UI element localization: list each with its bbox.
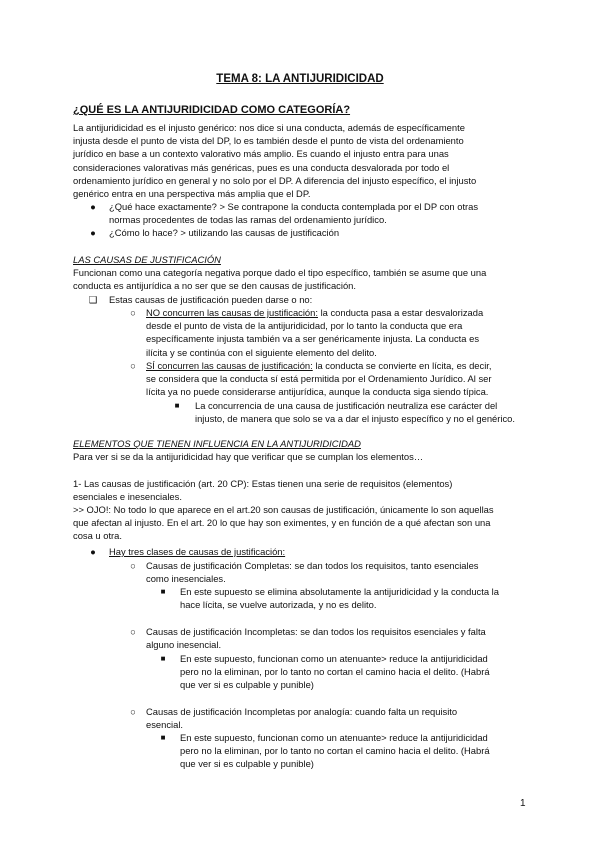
text-line: injusta desde el punto de vista del DP, lo es también desde el punto de vista del ordenamiento [73, 135, 464, 147]
text-line: pero no la eliminan, por lo tanto no cortan el camino hacia el delito. (Habrá [180, 666, 490, 678]
text-line: genérico entra en una perspectiva más amplia que el DP. [73, 188, 311, 200]
text-line: específicamente injusta también va a ser genéricamente injusta. La conducta es [146, 333, 480, 345]
text-line: Causas de justificación Incompletas por analogía: cuando falta un requisito [146, 706, 458, 717]
circle-bullet-icon: ○ [130, 560, 136, 571]
text-line: ordenamiento jurídico en general y no solo por el DP. A diferencia del injusto específico, el injusto [73, 174, 477, 186]
section-heading: ¿QUÉ ES LA ANTIJURIDICIDAD COMO CATEGORÍA? [73, 104, 351, 116]
list-item [195, 399, 530, 425]
text-line: ¿Cómo lo hace? > utilizando las causas de justificación [109, 227, 340, 238]
text-line: se considera que la conducta sí está permitida por el Ordenamiento Jurídico. Al ser [146, 373, 492, 385]
text-line: que afectan al injusto. En el art. 20 lo que hay son eximentes, y en función de a qué afectan son una [73, 517, 491, 529]
list-item [146, 359, 526, 399]
circle-bullet-icon: ○ [130, 360, 136, 371]
text-line: En este supuesto se elimina absolutamente la antijuridicidad y la conducta la [180, 586, 499, 597]
subsection-heading: ELEMENTOS QUE TIENEN INFLUENCIA EN LA ANTIJURIDICIDAD [73, 438, 361, 449]
text-line: ilícita y se continúa con el siguiente elemento del delito. [146, 346, 377, 358]
page-number: 1 [520, 798, 526, 809]
text-line: como inesenciales. [146, 573, 226, 585]
checkbox-item: Estas causas de justificación pueden darse o no: [109, 294, 313, 305]
text-line: hace lícita, se vuelve autorizada, y no es delito. [180, 599, 377, 611]
list-item [180, 585, 530, 611]
text-line: que ver si es culpable y punible) [180, 758, 314, 770]
ojo-paragraph [73, 503, 533, 543]
list-item [109, 226, 529, 239]
no-concurren-label: NO concurren las causas de justificación: [146, 307, 318, 318]
document-title: TEMA 8: LA ANTIJURIDICIDAD [216, 73, 384, 85]
text-line: jurídico en base a un contexto valorativo más amplio. Es cuando el injusto entra para unas [73, 148, 449, 160]
checkbox-icon: ❑ [88, 294, 98, 305]
clases-label: Hay tres clases de causas de justificación: [109, 546, 286, 557]
text-line: la conducta pasa a estar desvalorizada [317, 307, 484, 318]
point-1-paragraph [73, 477, 533, 503]
list-item [146, 625, 531, 651]
text-line: pero no la eliminan, por lo tanto no cortan el camino hacia el delito. (Habrá [180, 745, 490, 757]
list-item [146, 559, 531, 585]
text-line: Causas de justificación Completas: se dan todos los requisitos, tanto esenciales [146, 560, 479, 571]
list-item [180, 652, 530, 692]
text-line: 1- Las causas de justificación (art. 20 CP): Estas tienen una serie de requisitos (elementos) [73, 478, 453, 489]
elementos-intro: Para ver si se da la antijuridicidad hay que verificar que se cumplan los elementos… [73, 451, 424, 462]
text-line: esencial. [146, 719, 184, 731]
text-line: esenciales e inesenciales. [73, 491, 182, 503]
text-line: consideraciones valorativas más genéricas, pues es una conducta desvalorada por todo el [73, 161, 450, 173]
list-item [109, 200, 529, 226]
circle-bullet-icon: ○ [130, 626, 136, 637]
text-line: normas procedentes de todas las ramas del ordenamiento jurídico. [109, 214, 387, 226]
text-line: conducta es antijurídica a no ser que se den causas de justificación. [73, 280, 356, 292]
bullet-icon: ● [90, 227, 96, 238]
text-line: La concurrencia de una causa de justificación neutraliza ese carácter del [195, 400, 498, 411]
causas-paragraph [73, 266, 533, 292]
square-bullet-icon: ■ [160, 733, 166, 742]
text-line: ¿Qué hace exactamente? > Se contrapone la conducta contemplada por el DP con otras [109, 201, 479, 212]
list-item [146, 705, 531, 731]
intro-paragraph [73, 121, 533, 200]
text-line: En este supuesto, funcionan como un atenuante> reduce la antijuridicidad [180, 732, 488, 743]
bullet-icon: ● [90, 546, 96, 557]
text-line: desde el punto de vista de la antijuridicidad, por lo tanto la conducta que era [146, 320, 463, 332]
text-line: Causas de justificación Incompletas: se dan todos los requisitos esenciales y falta [146, 626, 486, 637]
list-item [146, 306, 526, 359]
text-line: la conducta se convierte en lícita, es decir, [312, 360, 492, 371]
subsection-heading: LAS CAUSAS DE JUSTIFICACIÓN [73, 254, 221, 265]
text-line: cosa u otra. [73, 530, 122, 542]
square-bullet-icon: ■ [160, 587, 166, 596]
si-concurren-label: SÍ concurren las causas de justificación: [146, 360, 313, 371]
text-line: Funcionan como una categoría negativa porque dado el tipo específico, también se asume que una [73, 267, 487, 278]
square-bullet-icon: ■ [160, 654, 166, 663]
square-bullet-icon: ■ [174, 401, 180, 410]
list-item [180, 731, 530, 771]
text-line: En este supuesto, funcionan como un atenuante> reduce la antijuridicidad [180, 653, 488, 664]
bullet-icon: ● [90, 201, 96, 212]
text-line: injusto, de manera que solo se va a dar el injusto específico y no el genérico. [195, 413, 515, 425]
text-line: lícita ya no puede considerarse antijurídica, aunque la conducta siga siendo típica. [146, 386, 489, 398]
circle-bullet-icon: ○ [130, 706, 136, 717]
text-line: La antijuridicidad es el injusto genérico: nos dice si una conducta, además de específicamente [73, 122, 465, 133]
circle-bullet-icon: ○ [130, 307, 136, 318]
text-line: >> OJO!: No todo lo que aparece en el art.20 son causas de justificación, únicamente lo son aquellas [73, 504, 494, 515]
text-line: alguno inesencial. [146, 639, 222, 651]
text-line: que ver si es culpable y punible) [180, 679, 314, 691]
